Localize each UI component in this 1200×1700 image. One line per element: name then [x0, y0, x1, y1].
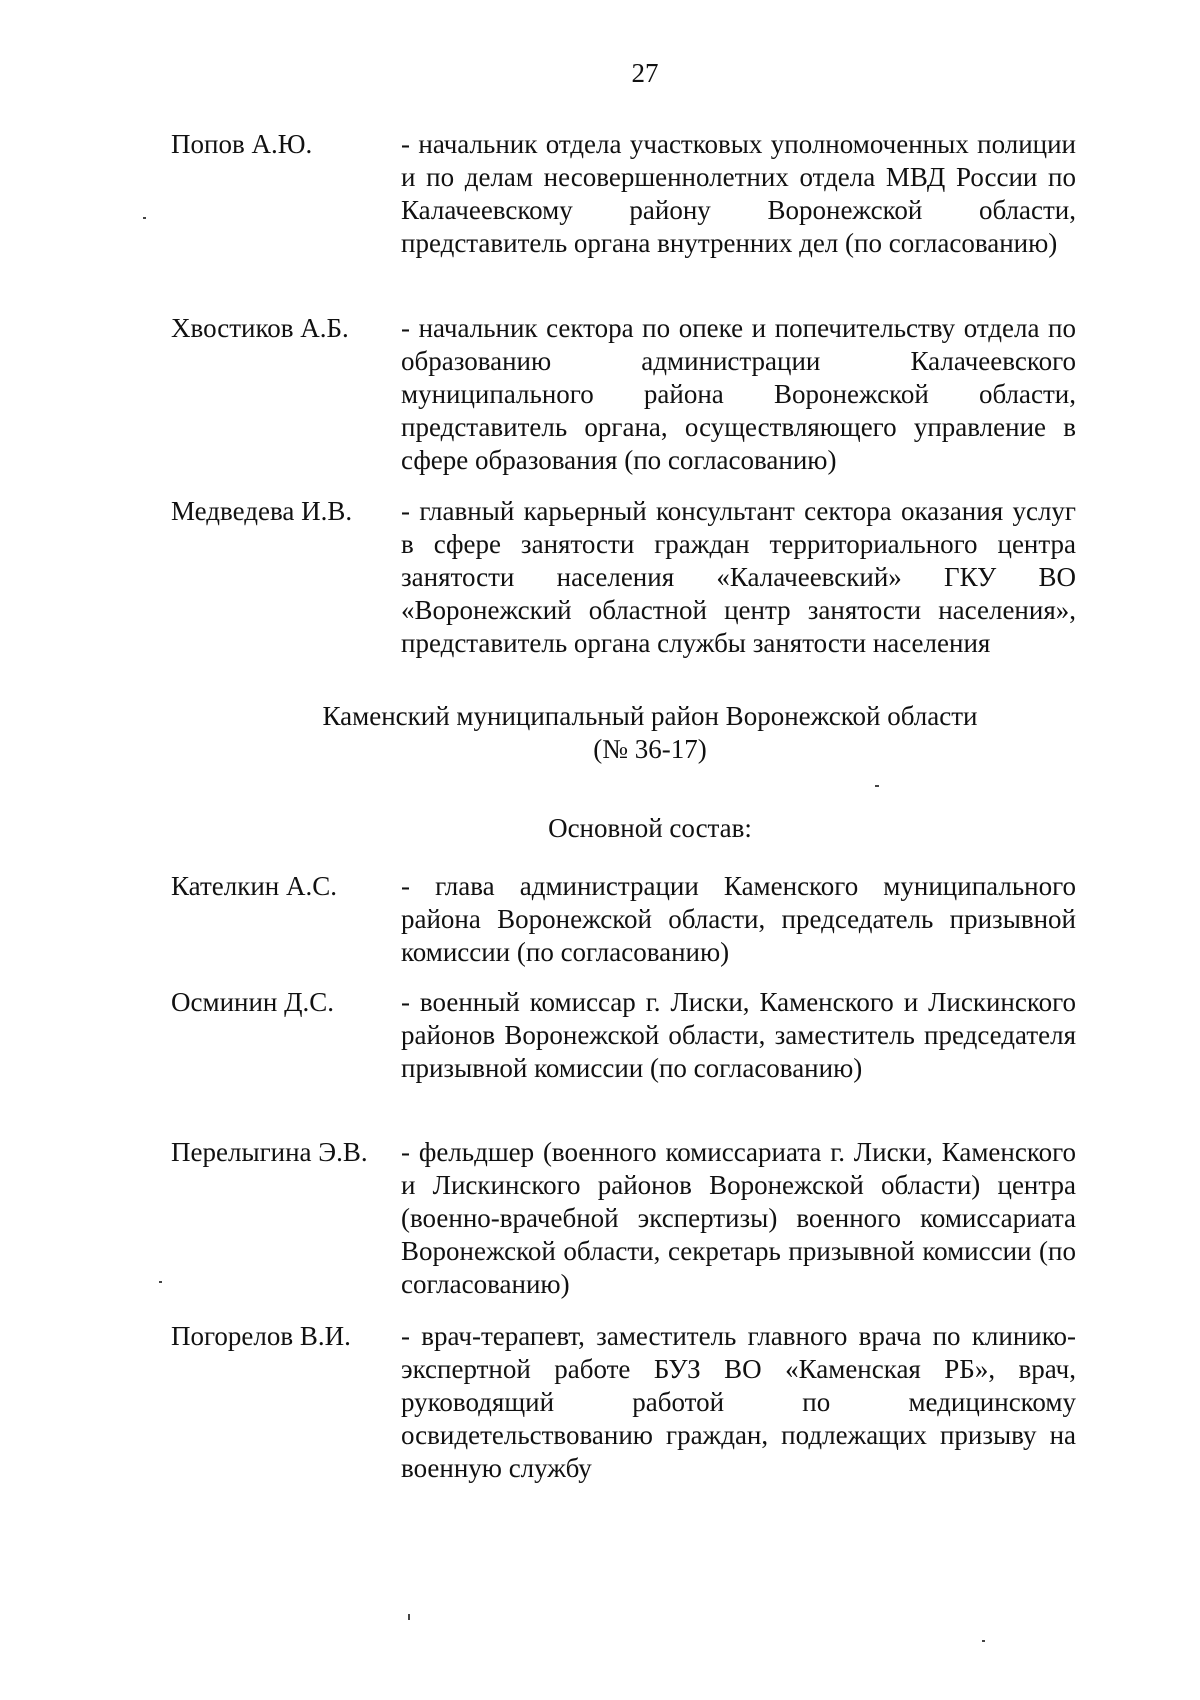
- member-role: - военный комиссар г. Лиски, Каменского и Лискинского районов Воронежской области, заместитель председателя призывной комиссии (по согласованию): [401, 987, 1076, 1083]
- member-name: Медведева И.В.: [171, 496, 353, 526]
- member-role: - начальник сектора по опеке и попечительству отдела по образованию администрации Калачеевского муниципального района Воронежской области, представитель органа, осуществляющего управление в сфере образования (по согласованию): [401, 313, 1076, 475]
- member-name: Погорелов В.И.: [171, 1321, 351, 1351]
- page-number: 27: [631, 58, 659, 88]
- member-role: - глава администрации Каменского муниципального района Воронежской области, председатель призывной комиссии (по согласованию): [401, 871, 1076, 967]
- member-name: Перелыгина Э.В.: [171, 1137, 368, 1167]
- section-title: Каменский муниципальный район Воронежской области: [322, 701, 978, 731]
- member-role: - начальник отдела участковых уполномоченных полиции и по делам несовершеннолетних отдела МВД России по Калачеевскому району Воронежской области, представитель органа внутренних дел (по согласованию): [401, 129, 1076, 258]
- member-role: - главный карьерный консультант сектора оказания услуг в сфере занятости граждан территориального центра занятости населения «Калачеевский» ГКУ ВО «Воронежский областной центр занятости населения», представитель органа службы занятости населения: [401, 496, 1076, 658]
- scan-speck: [143, 217, 146, 219]
- scan-speck: [875, 785, 879, 787]
- section-number: (№ 36-17): [593, 734, 707, 764]
- scan-speck: [159, 1281, 162, 1283]
- scan-speck: [408, 1614, 410, 1620]
- member-name: Осминин Д.С.: [171, 987, 335, 1017]
- member-name: Попов А.Ю.: [171, 129, 313, 159]
- scan-speck: [982, 1640, 985, 1642]
- member-name: Кателкин А.С.: [171, 871, 337, 901]
- member-name: Хвостиков А.Б.: [171, 313, 349, 343]
- member-role: - фельдшер (военного комиссариата г. Лиски, Каменского и Лискинского районов Воронежской области) центра (военно-врачебной экспертизы) военного комиссариата Воронежской области, секретарь призывной комиссии (по согласованию): [401, 1137, 1076, 1299]
- member-role: - врач-терапевт, заместитель главного врача по клинико-экспертной работе БУЗ ВО «Каменская РБ», врач, руководящий работой по медицинскому освидетельствованию граждан, подлежащих призыву на военную службу: [401, 1321, 1076, 1483]
- section-subtitle: Основной состав:: [548, 813, 752, 843]
